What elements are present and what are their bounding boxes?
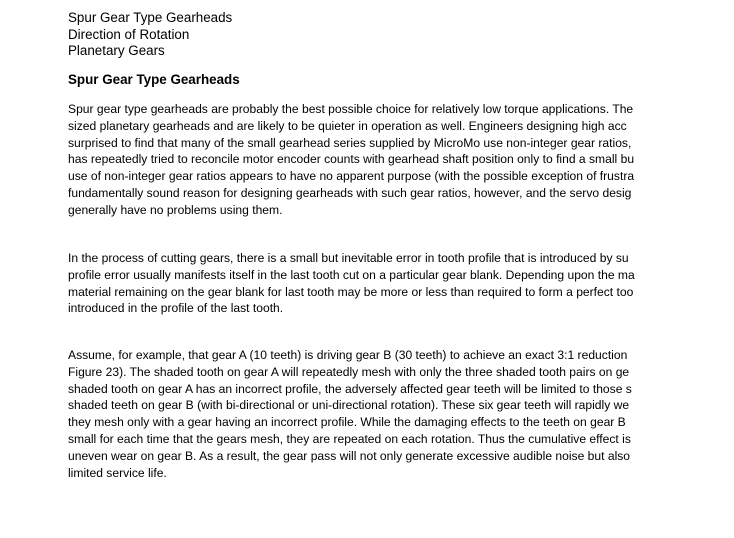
toc-link-spur-gear-type-gearheads[interactable]: Spur Gear Type Gearheads bbox=[68, 10, 233, 25]
table-of-contents bbox=[68, 10, 232, 60]
paragraph-line: shaded teeth on gear B (with bi-directional or uni-directional rotation). These six gear teeth will rapidly we bbox=[68, 398, 630, 413]
paragraph-line: introduced in the profile of the last tooth. bbox=[68, 301, 284, 316]
paragraph-line: In the process of cutting gears, there is a small but inevitable error in tooth profile that is introduced by su bbox=[68, 251, 629, 265]
paragraph-line: use of non-integer gear ratios appears to have no apparent purpose (with the possible exception of frustra bbox=[68, 169, 635, 184]
paragraph-line: limited service life. bbox=[68, 465, 167, 480]
paragraph-gear-example bbox=[68, 347, 680, 481]
paragraph-spur-gear-intro bbox=[68, 101, 680, 219]
paragraph-line: Assume, for example, that gear A (10 teeth) is driving gear B (30 teeth) to achieve an exact 3:1 reduction bbox=[68, 348, 628, 362]
paragraph-line: has repeatedly tried to reconcile motor encoder counts with gearhead shaft position only to find a small bu bbox=[68, 152, 635, 167]
paragraph-line: material remaining on the gear blank for last tooth may be more or less than required to form a perfect too bbox=[68, 284, 634, 299]
paragraph-line: profile error usually manifests itself in the last tooth cut on a particular gear blank. Depending upon the ma bbox=[68, 267, 635, 282]
paragraph-line: small for each time that the gears mesh, they are repeated on each rotation. Thus the cumulative effect is bbox=[68, 431, 631, 446]
paragraph-tooth-profile-error bbox=[68, 250, 680, 317]
toc-link-direction-of-rotation[interactable]: Direction of Rotation bbox=[68, 26, 190, 42]
paragraph-line: surprised to find that many of the small gearhead series supplied by MicroMo use non-integer gear ratios, bbox=[68, 135, 632, 150]
paragraph-line: they mesh only with a gear having an incorrect profile. While the damaging effects to the teeth on gear B bbox=[68, 415, 626, 430]
paragraph-line: sized planetary gearheads and are likely to be quieter in operation as well. Engineers designing high acc bbox=[68, 118, 627, 133]
paragraph-line: shaded tooth on gear A has an incorrect profile, the adversely affected gear teeth will be limited to those s bbox=[68, 381, 632, 396]
paragraph-line: Figure 23). The shaded tooth on gear A will repeatedly mesh with only the three shaded tooth pairs on ge bbox=[68, 364, 630, 379]
paragraph-line: uneven wear on gear B. As a result, the gear pass will not only generate excessive audible noise but also bbox=[68, 448, 631, 463]
paragraph-line: generally have no problems using them. bbox=[68, 202, 283, 217]
toc-link-planetary-gears[interactable]: Planetary Gears bbox=[68, 43, 165, 59]
section-heading: Spur Gear Type Gearheads bbox=[68, 72, 240, 87]
paragraph-line: fundamentally sound reason for designing gearheads with such gear ratios, however, and the servo desig bbox=[68, 185, 632, 200]
paragraph-line: Spur gear type gearheads are probably the best possible choice for relatively low torque applications. The bbox=[68, 102, 634, 116]
